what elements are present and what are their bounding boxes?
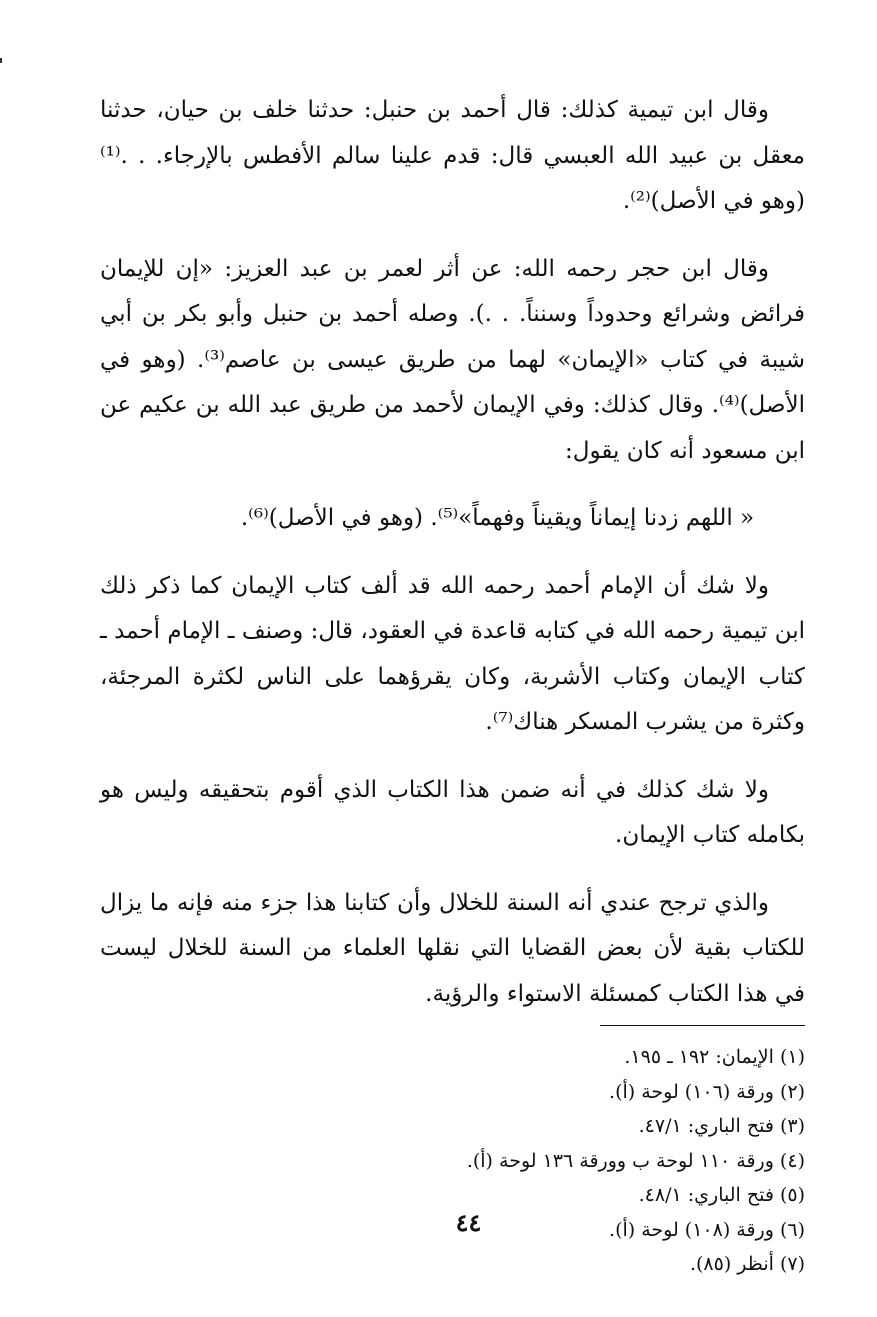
paragraph-dua-quote: « اللهم زدنا إيماناً ويقيناً وفهماً»⁽⁵⁾. (وهو في الأصل)⁽⁶⁾. [240, 505, 755, 531]
margin-mark [0, 58, 2, 63]
paragraph-ibn-hajar-quote: وقال ابن حجر رحمه الله: عن أثر لعمر بن عبد العزيز: «إن للإيمان فرائض وشرائع وحدوداً وسنناً. . .). وصله أحمد بن حنبل وأبو بكر بن أبي شيبة في كتاب «الإيمان» لهما من طريق عيسى بن عاصم⁽³⁾. (وهو في الأصل)⁽⁴⁾. وقال كذلك: وفي الإيمان لأحمد من طريق عبد الله بن عكيم عن ابن مسعود أنه كان يقول: [100, 255, 805, 464]
page-number: ٤٤ [455, 1208, 482, 1237]
footnote-item: (١) الإيمان: ١٩٢ ـ ١٩٥. [624, 1046, 805, 1068]
book-page [100, 88, 805, 1282]
footnotes-list [100, 1040, 805, 1282]
footnote-item: (٤) ورقة ١١٠ لوحة ب وورقة ١٣٦ لوحة (أ). [466, 1149, 805, 1172]
footnote-item: (٦) ورقة (١٠٨) لوحة (أ). [609, 1218, 805, 1241]
paragraph-imam-ahmad-book: ولا شك أن الإمام أحمد رحمه الله قد ألف كتاب الإيمان كما ذكر ذلك ابن تيمية رحمه الله في كتابه قاعدة في العقود، قال: وصنف ـ الإمام أحمد ـ كتاب الإيمان وكتاب الأشربة، وكان يقرؤهما على الناس لكثرة المرجئة، وكثرة من يشرب المسكر هناك⁽⁷⁾. [100, 572, 805, 735]
paragraph-conclusion: والذي ترجح عندي أنه السنة للخلال وأن كتابنا هذا جزء منه فإنه ما يزال للكتاب بقية لأن بعض القضايا التي نقلها العلماء من السنة للخلال ليست في هذا الكتاب كمسئلة الاستواء والرؤية. [100, 889, 805, 1007]
footnote-item: (٣) فتح الباري: ٤٧/١. [638, 1115, 805, 1137]
footnote-separator [600, 1025, 805, 1026]
paragraph-ibn-taymiyya-quote: وقال ابن تيمية كذلك: قال أحمد بن حنبل: حدثنا خلف بن حيان، حدثنا معقل بن عبيد الله العبسي قال: قدم علينا سالم الأفطس بالإرجاء. . .⁽¹⁾ (وهو في الأصل)⁽²⁾. [100, 97, 805, 214]
footnote-item: (٧) أنظر (٨٥). [689, 1253, 805, 1275]
footnote-item: (٥) فتح الباري: ٤٨/١. [638, 1184, 805, 1206]
paragraph-book-contents: ولا شك كذلك في أنه ضمن هذا الكتاب الذي أقوم بتحقيقه وليس هو بكامله كتاب الإيمان. [100, 776, 805, 848]
footnote-item: (٢) ورقة (١٠٦) لوحة (أ). [609, 1080, 805, 1103]
